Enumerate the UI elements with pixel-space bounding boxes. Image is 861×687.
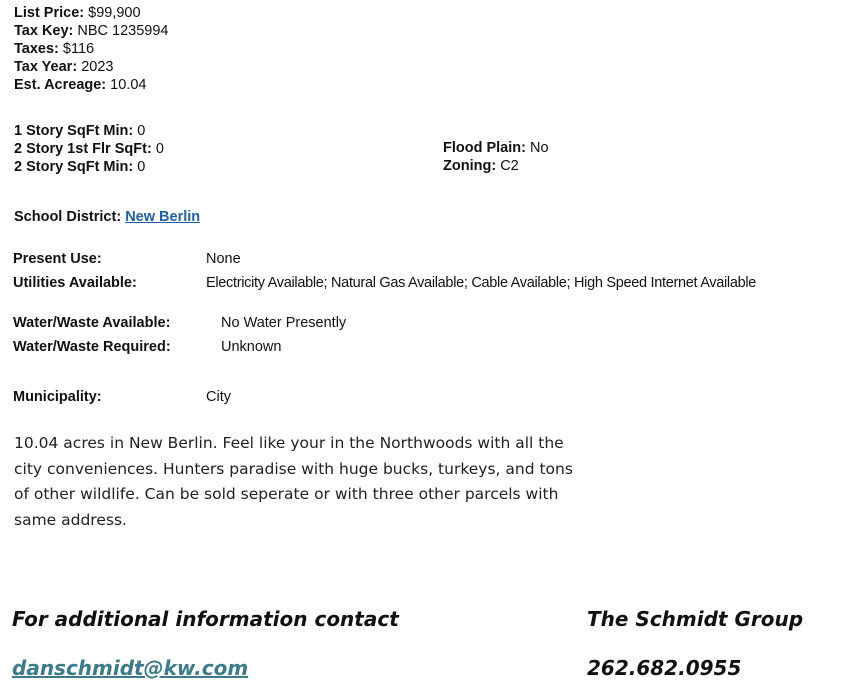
two-story-min-label: 2 Story SqFt Min: [14, 159, 134, 175]
zoning-row [443, 157, 549, 175]
taxes-label: Taxes: [14, 41, 59, 57]
one-story-row [14, 122, 164, 140]
utilities-label: Utilities Available: [13, 275, 137, 291]
two-story-first-row [14, 140, 164, 158]
school-district-link[interactable]: New Berlin [125, 209, 201, 225]
acreage-row [14, 76, 169, 94]
municipality-value: City [206, 389, 231, 405]
one-story-label: 1 Story SqFt Min: [14, 123, 134, 139]
property-description: 10.04 acres in New Berlin. Feel like your in the Northwoods with all the city conveniences. Hunters paradise with huge bucks, turkeys, and tons of other wildlife. Can be sold seperate or with three other parcels with same address. [14, 434, 573, 529]
tax-year-label: Tax Year: [14, 59, 78, 75]
water-required-value: Unknown [221, 339, 282, 355]
utilities-value: Electricity Available; Natural Gas Available; Cable Available; High Speed Internet Available [206, 275, 757, 291]
list-price-value: $99,900 [88, 5, 141, 21]
present-use-label: Present Use: [13, 251, 102, 267]
tax-year-row [14, 58, 169, 76]
property-block [443, 139, 549, 175]
zoning-value: C2 [500, 158, 519, 174]
school-district-label: School District: [14, 209, 122, 225]
contact-email-link[interactable]: danschmidt@kw.com [12, 656, 249, 680]
water-available-label: Water/Waste Available: [13, 315, 171, 331]
two-story-first-value: 0 [155, 141, 164, 157]
two-story-min-row [14, 158, 164, 176]
present-use-value: None [206, 251, 241, 267]
two-story-min-value: 0 [137, 159, 146, 175]
acreage-label: Est. Acreage: [14, 77, 107, 93]
zoning-label: Zoning: [443, 158, 497, 174]
listing-summary [14, 4, 169, 94]
flood-plain-value: No [530, 140, 549, 156]
list-price-label: List Price: [14, 5, 85, 21]
tax-year-value: 2023 [81, 59, 114, 75]
one-story-value: 0 [137, 123, 146, 139]
contact-prompt: For additional information contact [12, 607, 399, 631]
contact-phone: 262.682.0955 [587, 656, 742, 680]
tax-key-label: Tax Key: [14, 23, 74, 39]
taxes-row [14, 40, 169, 58]
two-story-first-label: 2 Story 1st Flr SqFt: [14, 141, 152, 157]
flood-plain-row [443, 139, 549, 157]
agent-group-name: The Schmidt Group [587, 607, 804, 631]
acreage-value: 10.04 [110, 77, 147, 93]
flood-plain-label: Flood Plain: [443, 140, 526, 156]
water-required-label: Water/Waste Required: [13, 339, 171, 355]
municipality-label: Municipality: [13, 389, 102, 405]
school-district-row [14, 208, 200, 226]
list-price-row [14, 4, 169, 22]
water-available-value: No Water Presently [221, 315, 347, 331]
sqft-block [14, 122, 164, 176]
taxes-value: $116 [62, 41, 95, 57]
tax-key-value: NBC 1235994 [77, 23, 169, 39]
tax-key-row [14, 22, 169, 40]
